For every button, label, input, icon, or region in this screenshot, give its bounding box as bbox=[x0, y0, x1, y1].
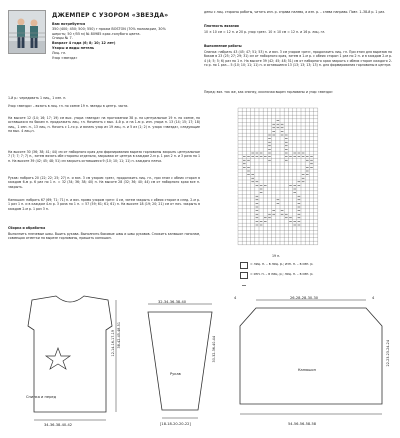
legend-swatch-knit bbox=[240, 262, 248, 269]
sleeve-top-measure: 32-34-36-38-40 bbox=[158, 300, 187, 304]
front-side-measure-2: 12-14-16-17-19 bbox=[111, 330, 115, 357]
hood-caption: Капюшон bbox=[298, 368, 316, 372]
left-text-p3: На высоте 12 (14; 16; 17; 19) см выс. узора «звезда» на протяжении 38 р. на центральные 19 п. по схеме, на оставшихся по бокам п. продолжать лиц. гл. Начинать с выс. 4-й р. и на 1-м р. изн. узора п. 13 (14; 15; 17; 18) лиц., 1 изн. п., 13 лиц. п. Начать с 1-го р. и вязать узор из 19 лиц. п. и 5 из (1; 2) п. узора «звезда», следующие на выс. 4 лиц.п. bbox=[8, 116, 200, 134]
photo bbox=[8, 10, 46, 54]
patterns-label: Узоры и виды петель bbox=[52, 45, 95, 50]
chart-grid bbox=[238, 108, 318, 245]
yarn-text: 350 (400; 450; 500; 550) г пряжи BOSTON (70% полиакрил, 30% шерсть; 50 г/55 м) № 80985 крас-голубого цвета. bbox=[52, 26, 166, 36]
left-section-heading: Сборка и обработка bbox=[8, 226, 46, 230]
star-knitting-chart bbox=[236, 106, 326, 252]
front-caption: Спинка и перед bbox=[26, 395, 57, 399]
hood-side-measure: 22-23-23-24-24 bbox=[386, 340, 390, 367]
stitch2-text: Узор «звезда» bbox=[52, 55, 78, 60]
children-photo-illustration bbox=[9, 11, 45, 53]
chart-width-label: 19 п. bbox=[272, 254, 281, 258]
right-text-p1: дены с лиц. стороны работы, читать изн. р. справа налево, а изн. р. – слева направо. Повт. 1–38-й р. 1 раз. bbox=[204, 10, 386, 14]
hood-schema bbox=[228, 292, 394, 430]
sleeve-bottom-measure: [18-18-20-20-22] bbox=[160, 422, 191, 426]
right-text-p2: 10 × 10 см = 12 п. и 20 р. узор «рез». 10 × 10 см = 12 п. и 16 р. лиц. гл. bbox=[204, 30, 326, 34]
right-text-p4: Перед: вяз. так же, как спинку, исключая вырез горловины и узор «звезда» bbox=[204, 90, 333, 94]
front-back-schema bbox=[10, 290, 130, 430]
page-title: ДЖЕМПЕР С УЗОРОМ «ЗВЕЗДА» bbox=[52, 12, 169, 19]
front-side-measure: 38-42-45-48-51 bbox=[117, 322, 121, 349]
hood-top-left-measure: 4 bbox=[234, 296, 237, 300]
left-text-p7: Выполнить плечевые швы. Вшить рукава. Выполнить боковые швы и швы рукавов. Сложить капюшон пополам, совмещая отметки на вырезе горловины, пришить капюшон. bbox=[8, 232, 200, 241]
sleeve-schema bbox=[140, 290, 220, 430]
hood-top-mid-measure: 26-28-28-30-30 bbox=[290, 296, 319, 300]
legend-item-knit: = лиц. п. – в лиц. р.; изн. п. – в изн. р. bbox=[250, 262, 314, 266]
right-section-execution: Выполнение работы bbox=[204, 44, 242, 48]
left-text-p4: На высоте 30 (36; 38; 41; 44) см от наборного края для формирования выреза горловины закрыть центральные 7 (7; 7; 7; 7) п., затем вязать обе стороны отдельно, закрывая от центра в каждом 2-м р. 1 раз 2 п. и 3 раза по 1 п. На высоте 39 (42; 45; 48; 51) см закрыть оставшиеся 9 (10; 10; 11; 11) п. каждого плеча. bbox=[8, 150, 200, 163]
right-text-p3: Спинка: набрать 43 (45; 47; 51; 53) п. и вяз. 3 см узором «рез», продолжить лиц. гл. При этом для вырезов по бокам в 23 (25; 27; 29; 31) см от наборного края, затем в 1-м р. с обеих сторон 1 раз по 2 п. и в каждом 2-м р. 4 (4; 5; 5; 6) раз по 1 п. На высоте 39 (42; 45; 48; 51) см от наборного края закрыть с обеих сторон каждого 2-го р. по 1 раз... 5 (10; 10; 11; 11) п. и оставшиеся 13 (13; 13; 13; 13) п. для формирования горловины в центре. bbox=[204, 50, 392, 68]
stitch1-text: Лиц. гл. bbox=[52, 50, 67, 55]
sleeve-caption: Рукав bbox=[170, 372, 181, 376]
front-bottom-measure: 34-36-38-40-42 bbox=[44, 423, 73, 427]
needles-text: Спицы № 7. bbox=[52, 36, 73, 41]
left-text-p6: Капюшон: набрать 67 (69; 71; 71) п. и вяз. прямо узором «рез» 4 см, затем закрыть с обеих сторон в след. 2-м р. 1 раз 1 п. и в каждом 4-м р. 3 раза по 1 п. = 57 (59; 61; 61; 61) п. На высоте 18 (19; 20; 21) см от нач. закрыть в каждом 2-м р. 1 раз 3 п. bbox=[8, 198, 200, 211]
left-text-p2: Узор «звезда» – вязать в лиц. гл. по схеме 19 п. звезды в центр. части. bbox=[8, 104, 129, 108]
legend-swatch-purl bbox=[240, 272, 248, 279]
sleeve-side-measure: 30-32-36-40-44 bbox=[212, 336, 216, 363]
left-text-p5: Рукав: набрать 20 (22; 22; 25; 27) п. и вяз. 3 см узором «рез», продолжить лиц. гл., при этом с обеих сторон в каждом 6-м р. 6 раз по 1 п. = 32 (34; 36; 38; 40) п. На высоте 28 (32; 36; 40; 44) см от наборного края все п. закрыть. bbox=[8, 176, 200, 189]
hood-top-right-measure: 4 bbox=[372, 296, 375, 300]
hood-bottom-measure: 54-56-56-58-58 bbox=[288, 422, 317, 426]
legend-item-purl: = изн. п. – в лиц. р.; лиц. п. – в изн. р. bbox=[250, 272, 314, 276]
left-text-p1: 1-й р.: чередовать 1 лиц., 1 изн. п. bbox=[8, 96, 67, 100]
purl-symbol-icon bbox=[241, 283, 247, 288]
age-text: Возраст 4 года (6; 8; 10; 12 лет) bbox=[52, 41, 116, 46]
materials-label: Вам потребуется bbox=[52, 22, 86, 26]
right-section-density: Плотность вязания bbox=[204, 24, 239, 28]
materials-block bbox=[52, 22, 172, 60]
